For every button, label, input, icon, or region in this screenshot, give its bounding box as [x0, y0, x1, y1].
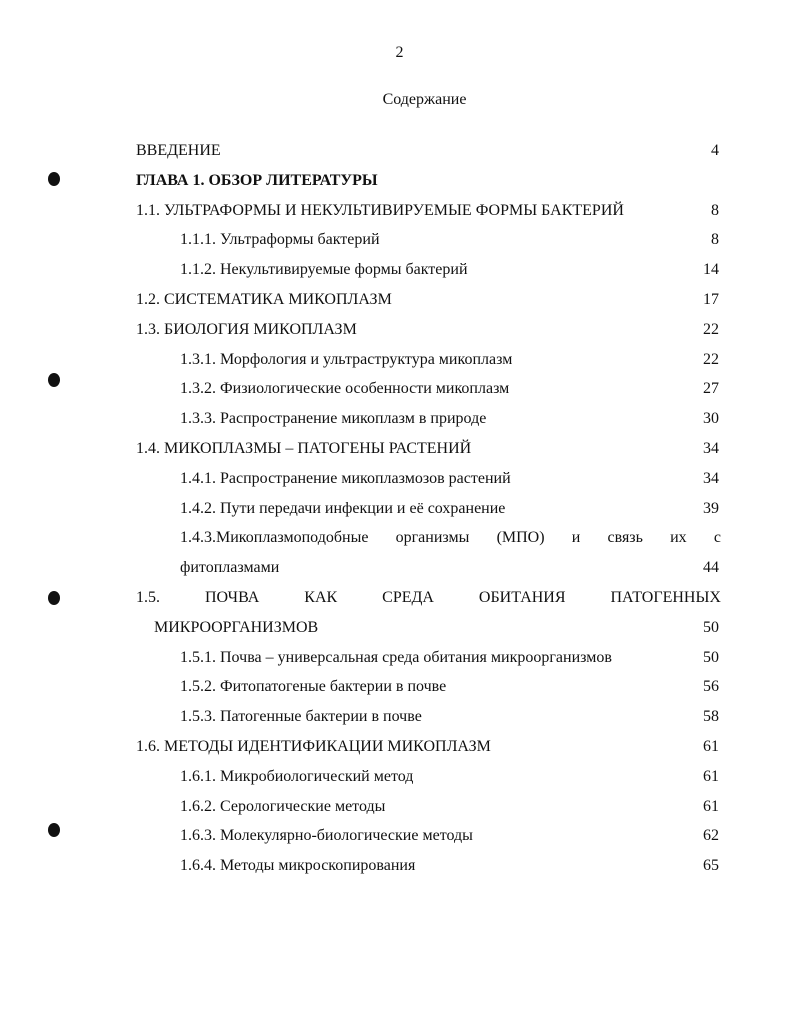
toc-entry	[0, 496, 799, 526]
punch-hole-mark	[48, 823, 60, 837]
toc-entry-page: 27	[703, 380, 719, 398]
toc-entry-page: 61	[703, 767, 719, 785]
toc-entry	[0, 376, 799, 406]
toc-entry-title: 1.4. МИКОПЛАЗМЫ – ПАТОГЕНЫ РАСТЕНИЙ	[136, 439, 472, 457]
toc-entry	[0, 466, 799, 496]
toc-entry-page: 22	[703, 350, 719, 368]
toc-entry-title: 1.1.2. Некультивируемые формы бактерий	[180, 261, 468, 279]
toc-entry-page: 61	[703, 737, 719, 755]
toc-entry-word: и	[571, 529, 581, 547]
toc-entry	[0, 257, 799, 287]
toc-entry-title: 1.2. СИСТЕМАТИКА МИКОПЛАЗМ	[136, 290, 392, 308]
toc-entry-title: 1.5.1. Почва – универсальная среда обитания микроорганизмов	[180, 648, 612, 666]
toc-entry-title: 1.4.2. Пути передачи инфекции и её сохранение	[180, 499, 506, 517]
toc-entry	[0, 615, 799, 645]
punch-hole-mark	[48, 591, 60, 605]
toc-entry	[0, 853, 799, 883]
toc-entry	[0, 138, 799, 168]
punch-hole-mark	[48, 172, 60, 186]
toc-entry-word: КАК	[304, 588, 338, 606]
toc-entry-word: ПОЧВА	[204, 588, 260, 606]
toc-entry-title: 1.1.1. Ультраформы бактерий	[180, 231, 380, 249]
toc-entry-word: ПАТОГЕННЫХ	[610, 588, 721, 606]
toc-entry	[0, 287, 799, 317]
toc-entry	[0, 734, 799, 764]
toc-entry-title: 1.3. БИОЛОГИЯ МИКОПЛАЗМ	[136, 320, 357, 338]
toc-entry-title: фитоплазмами	[180, 559, 280, 577]
toc-entry-word: СРЕДА	[382, 588, 434, 606]
toc-entry	[0, 347, 799, 377]
toc-entry-page: 14	[703, 261, 719, 279]
toc-entry-title: 1.4.1. Распространение микоплазмозов растений	[180, 469, 511, 487]
toc-entry-title: 1.6.3. Молекулярно-биологические методы	[180, 827, 473, 845]
toc-entry-title: МИКРООРГАНИЗМОВ	[154, 618, 319, 636]
toc-entry-page: 65	[703, 857, 719, 875]
toc-entry	[0, 645, 799, 675]
toc-entry-page: 62	[703, 827, 719, 845]
toc-title: Содержание	[382, 91, 467, 108]
toc-entry	[0, 525, 721, 555]
toc-entry	[0, 823, 799, 853]
toc-entry	[0, 764, 799, 794]
toc-entry	[0, 704, 799, 734]
toc-entry-page: 8	[711, 201, 719, 219]
toc-entry-page: 17	[703, 290, 719, 308]
toc-entry-title: 1.6.1. Микробиологический метод	[180, 767, 414, 785]
toc-entry-title: 1.3.3. Распространение микоплазм в природе	[180, 410, 487, 428]
toc-entry-page: 44	[703, 559, 719, 577]
toc-entry-page: 39	[703, 499, 719, 517]
toc-entry-title: ГЛАВА 1. ОБЗОР ЛИТЕРАТУРЫ	[136, 171, 378, 189]
toc-entry-word: (МПО)	[496, 529, 545, 547]
toc-entry-word: 1.4.3.Микоплазмоподобные	[180, 529, 369, 547]
toc-entry	[0, 406, 799, 436]
toc-entry	[0, 555, 799, 585]
toc-entry	[0, 585, 721, 615]
toc-entry-title: 1.3.2. Физиологические особенности микоплазм	[180, 380, 510, 398]
toc-entry-page: 61	[703, 797, 719, 815]
toc-entry-page: 8	[711, 231, 719, 249]
toc-entry	[0, 794, 799, 824]
table-of-contents	[0, 138, 799, 883]
toc-entry-word: с	[713, 529, 721, 547]
toc-entry-page: 22	[703, 320, 719, 338]
page-number: 2	[395, 44, 404, 61]
toc-entry	[0, 168, 799, 198]
toc-entry-page: 50	[703, 618, 719, 636]
toc-entry-page: 50	[703, 648, 719, 666]
toc-entry-word: связь	[607, 529, 643, 547]
toc-entry-title: 1.6. МЕТОДЫ ИДЕНТИФИКАЦИИ МИКОПЛАЗМ	[136, 737, 491, 755]
toc-entry-title: 1.6.4. Методы микроскопирования	[180, 857, 416, 875]
toc-entry-page: 34	[703, 439, 719, 457]
toc-entry-word: 1.5.	[136, 588, 160, 606]
toc-entry	[0, 317, 799, 347]
toc-entry-title: 1.5.2. Фитопатогеные бактерии в почве	[180, 678, 447, 696]
toc-entry-title: 1.1. УЛЬТРАФОРМЫ И НЕКУЛЬТИВИРУЕМЫЕ ФОРМЫ БАКТЕРИЙ	[136, 201, 624, 219]
toc-entry-title: 1.6.2. Серологические методы	[180, 797, 386, 815]
toc-entry-page: 58	[703, 708, 719, 726]
toc-entry-page: 4	[711, 142, 719, 159]
toc-entry-title: 1.5.3. Патогенные бактерии в почве	[180, 708, 422, 726]
toc-entry	[0, 436, 799, 466]
toc-entry-page: 56	[703, 678, 719, 696]
toc-entry-word: ОБИТАНИЯ	[478, 588, 566, 606]
toc-entry-title: 1.3.1. Морфология и ультраструктура микоплазм	[180, 350, 513, 368]
toc-entry-page: 34	[703, 469, 719, 487]
toc-entry-title: ВВЕДЕНИЕ	[136, 142, 221, 159]
toc-entry-word: их	[670, 529, 687, 547]
toc-entry	[0, 227, 799, 257]
toc-entry	[0, 198, 799, 228]
toc-entry-page: 30	[703, 410, 719, 428]
toc-entry	[0, 674, 799, 704]
toc-entry-word: организмы	[395, 529, 470, 547]
punch-hole-mark	[48, 373, 60, 387]
